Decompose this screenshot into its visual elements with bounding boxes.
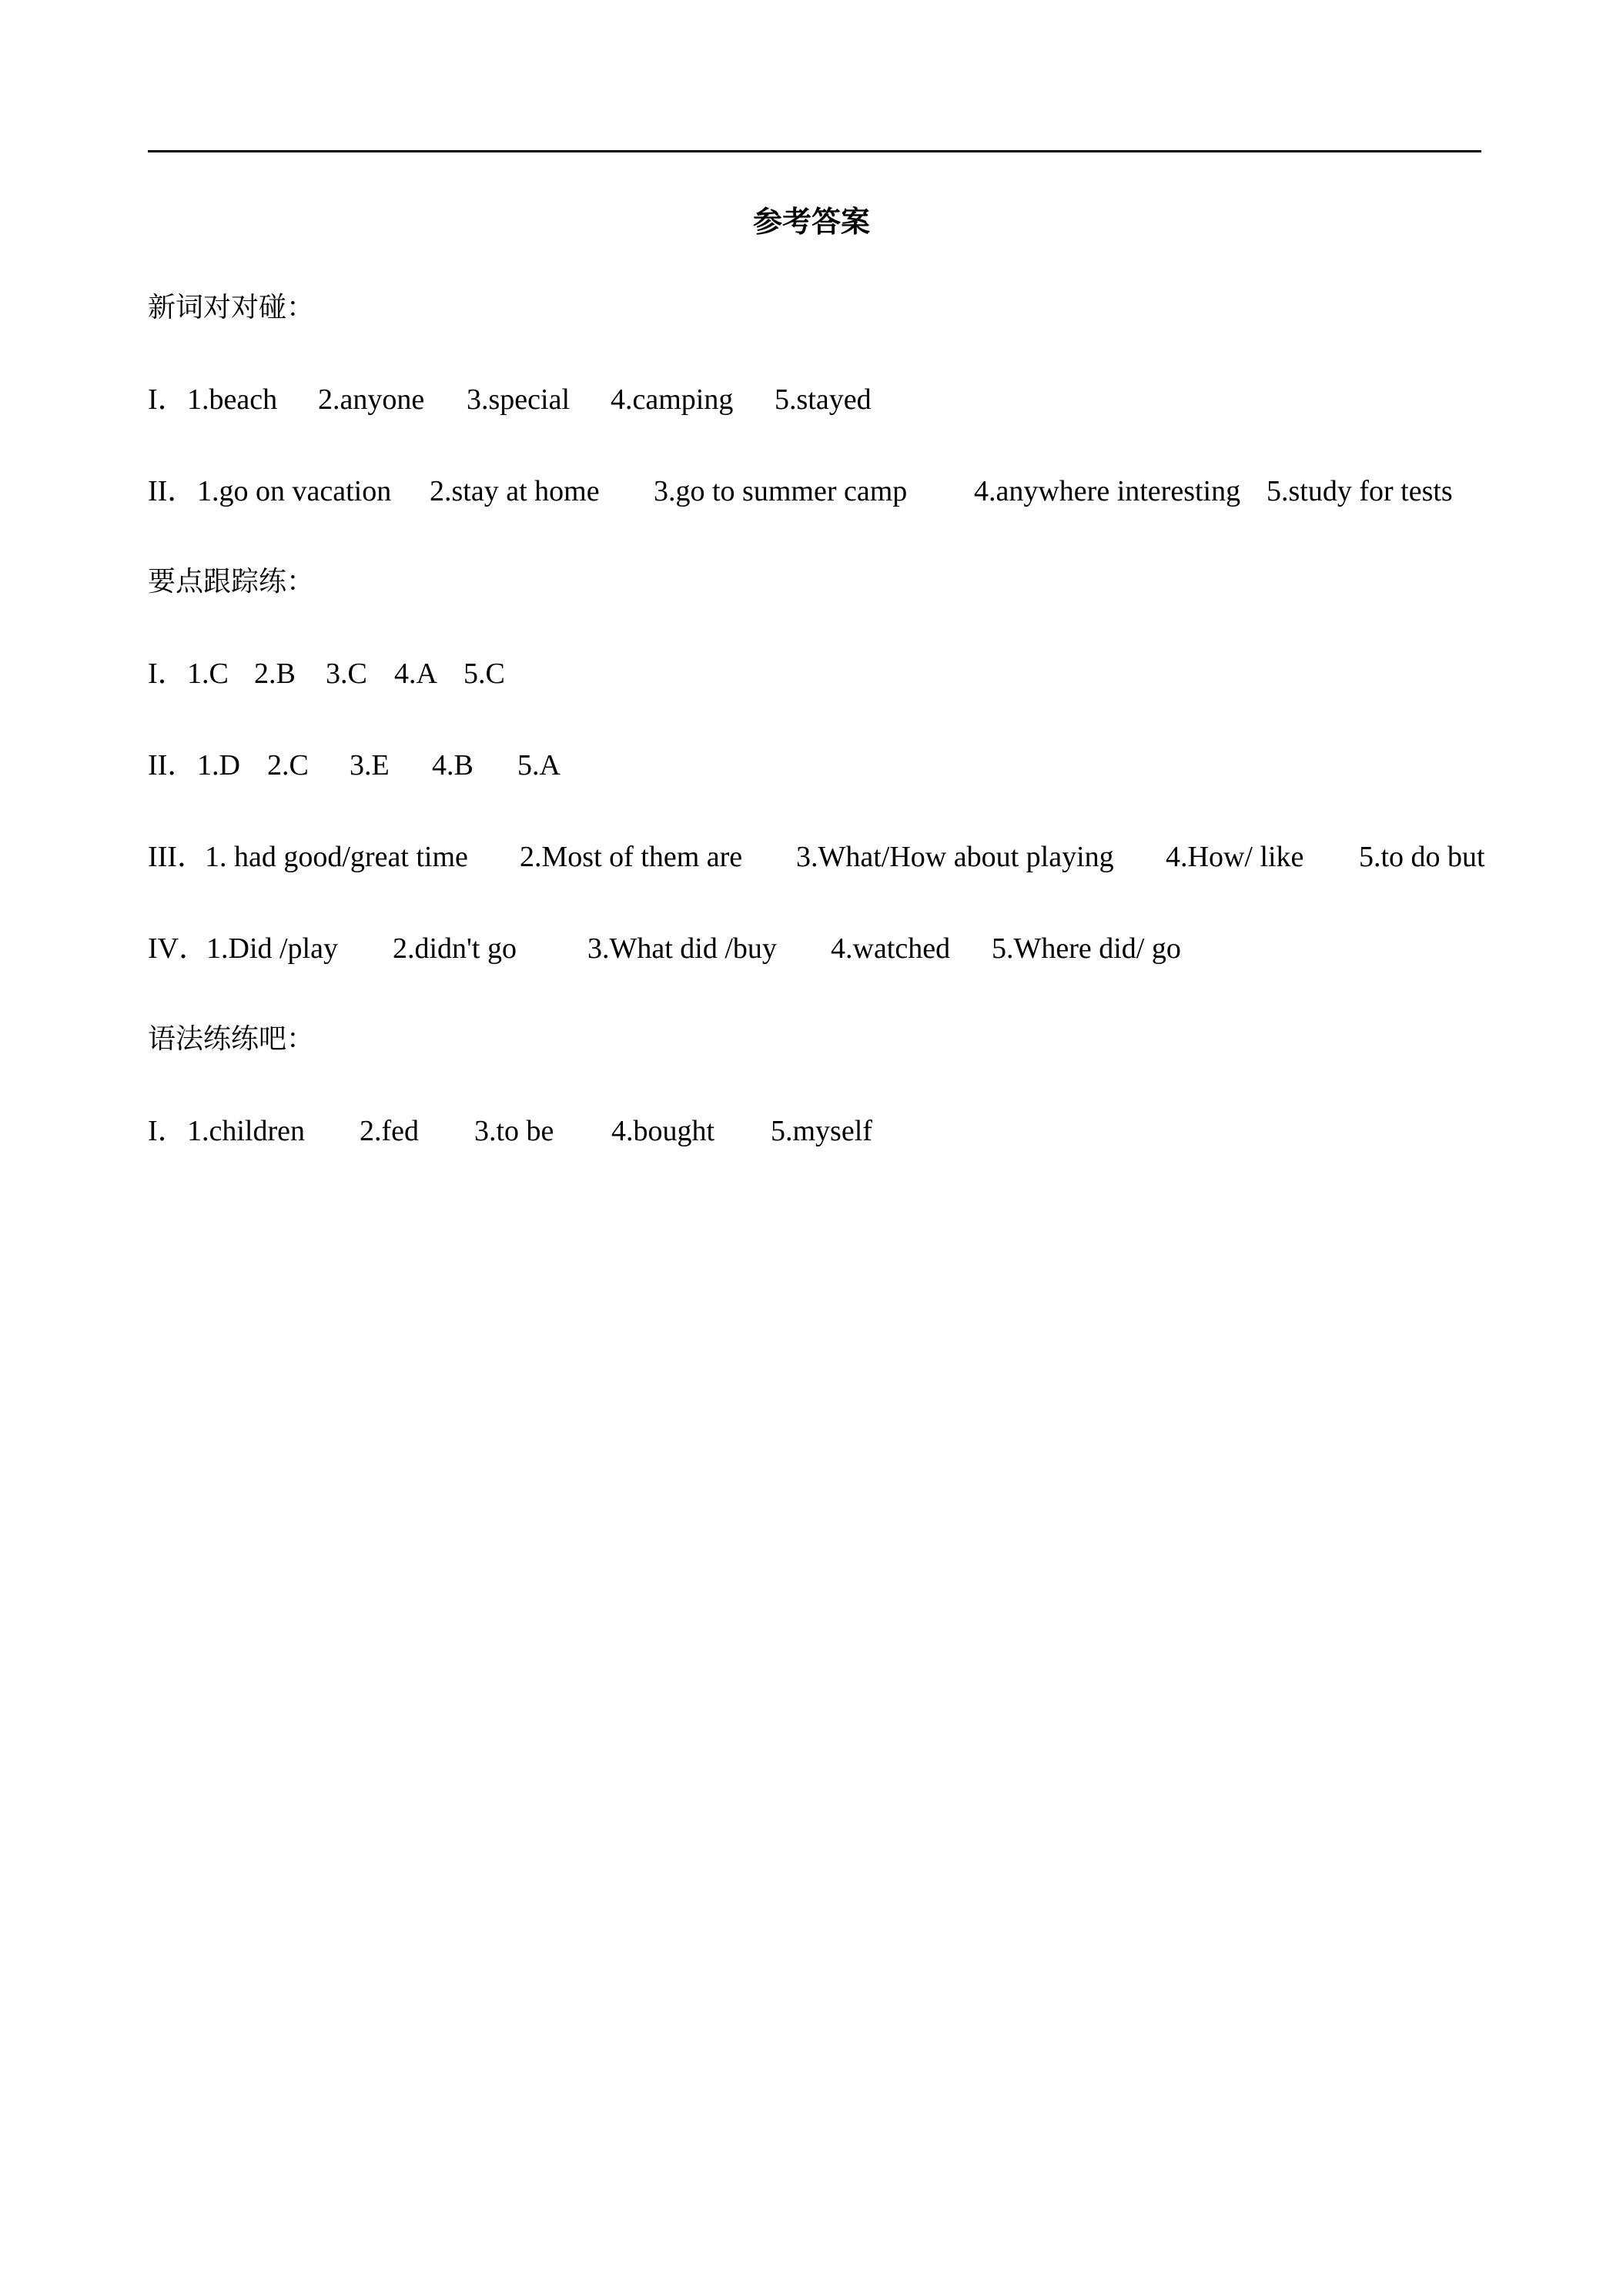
answer-item: 1.D (197, 749, 240, 782)
answer-item: 2.didn't go (393, 932, 517, 965)
row-numeral: I． (148, 1115, 187, 1147)
answer-item: 2.Most of them are (520, 841, 743, 873)
answer-item: 1.C (187, 658, 229, 690)
answer-item: 3.What did /buy (587, 932, 777, 965)
answer-item: 5.A (517, 749, 561, 782)
answer-item: 2.stay at home (430, 475, 600, 507)
answer-row-key-points-3 (148, 834, 1485, 880)
row-numeral: III． (148, 841, 206, 873)
row-numeral: I． (148, 383, 187, 416)
answer-item: 1. had good/great time (205, 841, 468, 873)
answer-item: 5.to do but (1359, 841, 1485, 873)
answer-item: 1.children (187, 1115, 306, 1147)
answer-item: 4.How/ like (1166, 841, 1304, 873)
row-numeral: II． (148, 475, 197, 507)
answer-row-vocabulary-2 (148, 468, 1453, 514)
answer-item: 3.C (326, 658, 367, 690)
answer-item: 4.anywhere interesting (974, 475, 1241, 507)
answer-row-grammar-1 (148, 1108, 872, 1154)
page-title: 参考答案 (752, 205, 870, 239)
answer-item: 5.stayed (775, 383, 872, 416)
answer-item: 3.to be (474, 1115, 554, 1147)
answer-item: 4.B (432, 749, 474, 782)
answer-item: 3.E (350, 749, 390, 782)
answer-item: 5.Where did/ go (992, 932, 1181, 965)
answer-item: 3.special (467, 383, 571, 416)
answer-item: 5.study for tests (1267, 475, 1453, 507)
answer-item: 4.A (394, 658, 437, 690)
section-heading-key-points: 要点跟踪练： (148, 566, 315, 597)
answer-item: 3.What/How about playing (796, 841, 1114, 873)
answer-item: 1.beach (187, 383, 278, 416)
answer-item: 2.fed (360, 1115, 420, 1147)
answer-row-key-points-2 (148, 742, 561, 788)
answer-item: 4.camping (611, 383, 734, 416)
section-heading-vocabulary: 新词对对碰： (148, 292, 315, 323)
answer-row-key-points-1 (148, 651, 505, 697)
answer-item: 5.myself (771, 1115, 872, 1147)
answer-item: 2.anyone (318, 383, 425, 416)
answer-item: 2.B (254, 658, 296, 690)
answer-item: 1.Did /play (206, 932, 338, 965)
answer-item: 4.watched (831, 932, 951, 965)
answer-item: 5.C (463, 658, 505, 690)
row-numeral: I． (148, 658, 187, 690)
section-heading-grammar: 语法练练吧： (148, 1023, 315, 1055)
answer-item: 3.go to summer camp (654, 475, 908, 507)
answer-item: 1.go on vacation (197, 475, 392, 507)
row-numeral: II． (148, 749, 197, 782)
answer-item: 4.bought (611, 1115, 715, 1147)
answer-item: 2.C (267, 749, 309, 782)
row-numeral: IV． (148, 932, 209, 965)
answer-row-vocabulary-1 (148, 377, 872, 423)
top-rule (148, 150, 1481, 152)
answer-row-key-points-4 (148, 925, 1181, 972)
